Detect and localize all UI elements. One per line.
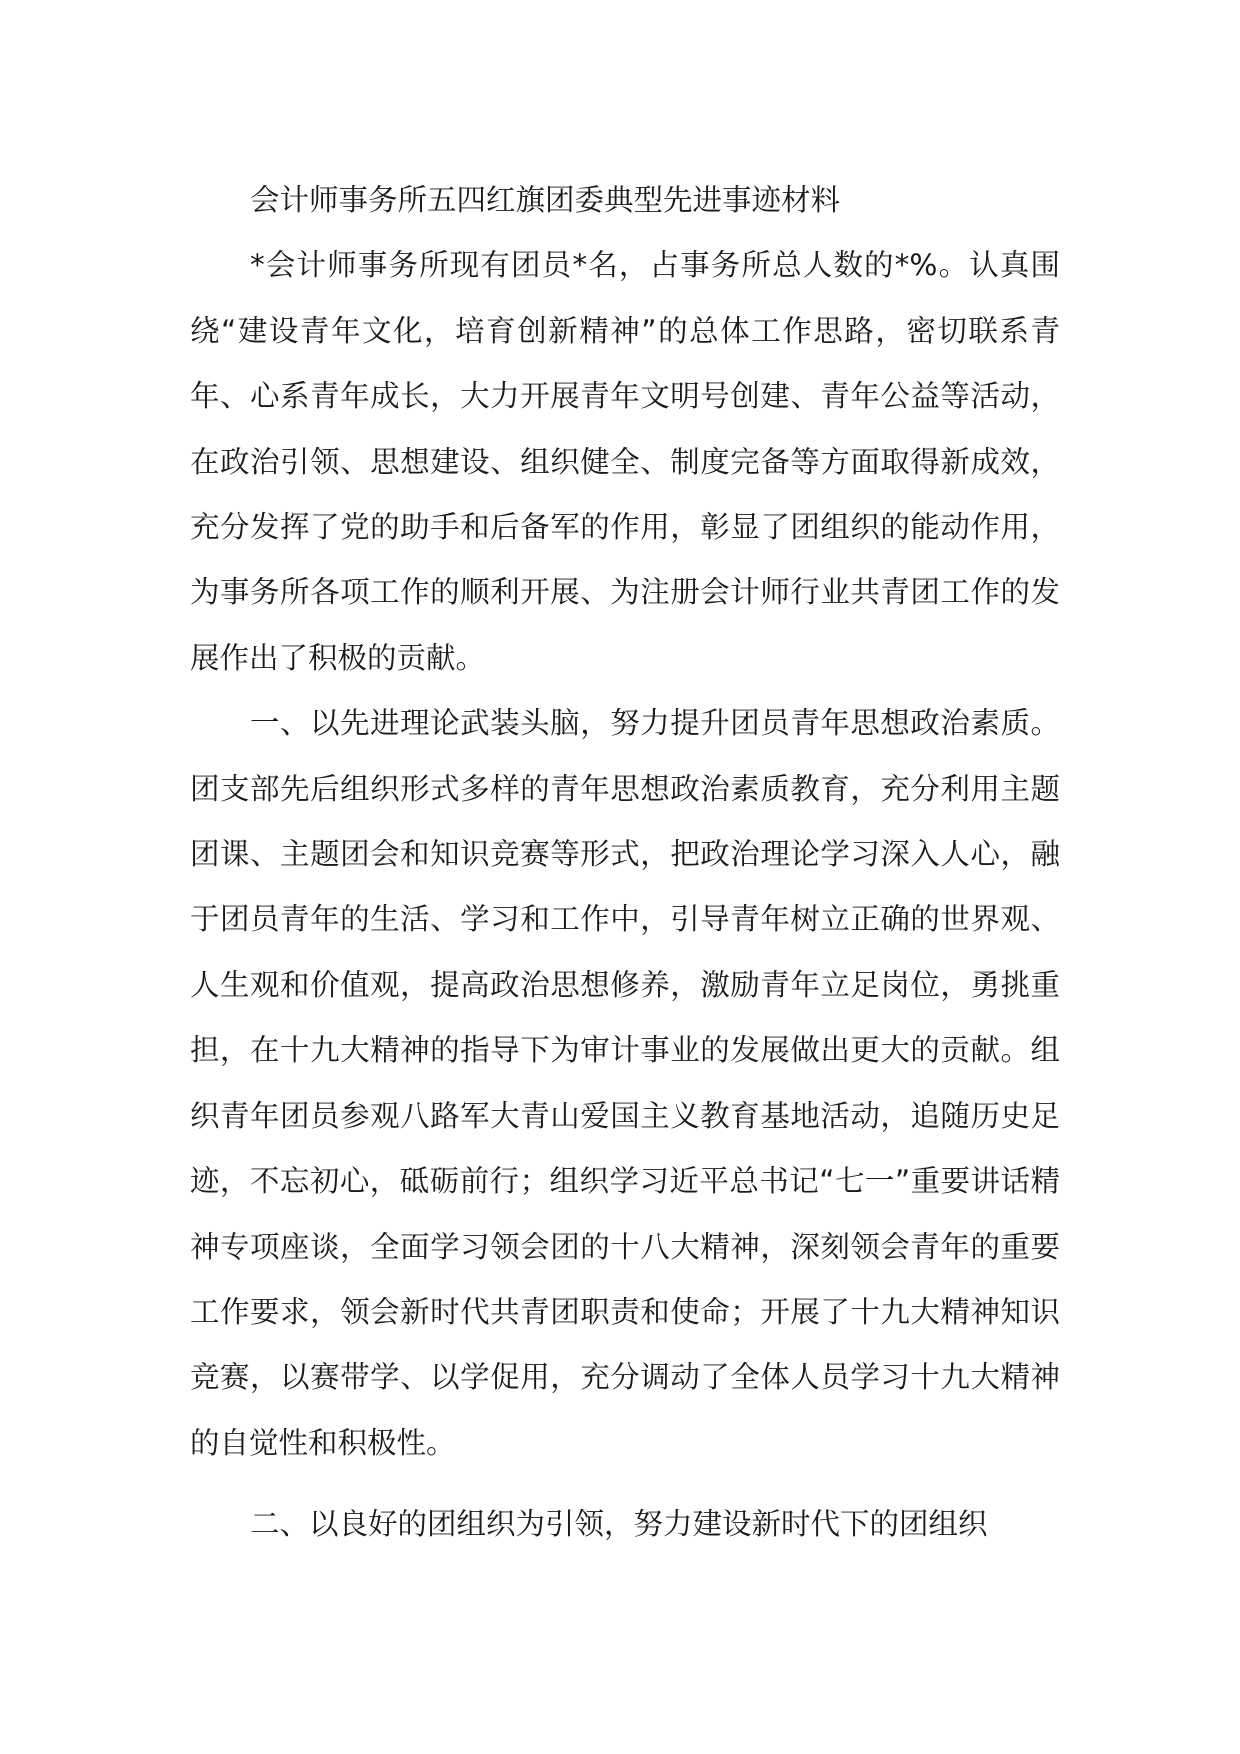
document-body [190, 168, 1060, 1558]
document-title: 会计师事务所五四红旗团委典型先进事迹材料 [250, 183, 841, 217]
paragraph-intro: *会计师事务所现有团员*名，占事务所总人数的*%。认真围绕“建设青年文化，培育创新精神”的总体工作思路，密切联系青年、心系青年成长，大力开展青年文明号创建、青年公益等活动，在政治引领、思想建设、组织健全、制度完备等方面取得新成效，充分发挥了党的助手和后备军的作用，彰显了团组织的能动作用，为事务所各项工作的顺利开展、为注册会计师行业共青团工作的发展作出了积极的贡献。 [190, 248, 1060, 675]
paragraph-section-one: 一、以先进理论武装头脑，努力提升团员青年思想政治素质。团支部先后组织形式多样的青年思想政治素质教育，充分利用主题团课、主题团会和知识竞赛等形式，把政治理论学习深入人心，融于团员青年的生活、学习和工作中，引导青年树立正确的世界观、人生观和价值观，提高政治思想修养，激励青年立足岗位，勇挑重担，在十九大精神的指导下为审计事业的发展做出更大的贡献。组织青年团员参观八路军大青山爱国主义教育基地活动，追随历史足迹，不忘初心，砥砺前行；组织学习近平总书记“七一”重要讲话精神专项座谈，全面学习领会团的十八大精神，深刻领会青年的重要工作要求，领会新时代共青团职责和使命；开展了十九大精神知识竞赛，以赛带学、以学促用，充分调动了全体人员学习十九大精神的自觉性和积极性。 [190, 706, 1060, 1460]
paragraph-section-two: 二、以良好的团组织为引领，努力建设新时代下的团组织 [250, 1507, 988, 1542]
